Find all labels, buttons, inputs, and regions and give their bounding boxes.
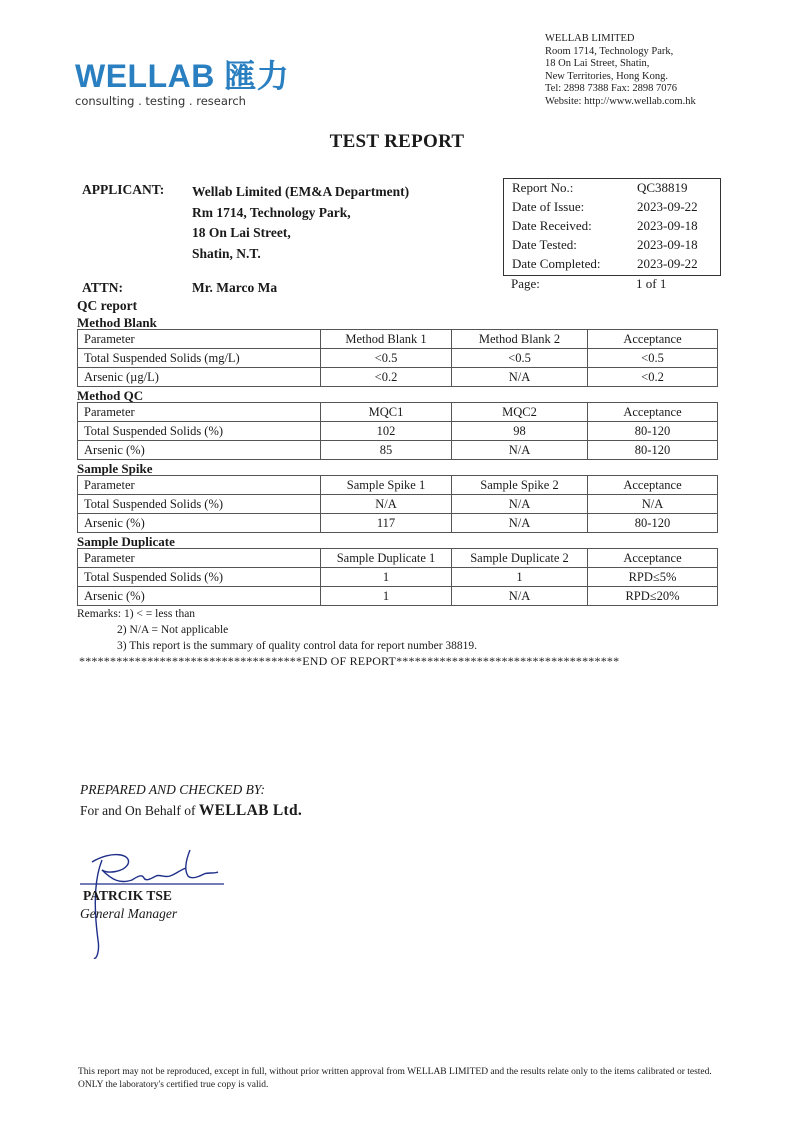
- logo-tagline: consulting . testing . research: [75, 94, 246, 108]
- table-cell: 1: [321, 587, 452, 606]
- table-header-cell: Acceptance: [588, 330, 718, 349]
- table-header-cell: MQC2: [452, 403, 588, 422]
- attn-label: ATTN:: [82, 280, 124, 295]
- table-cell: N/A: [452, 495, 588, 514]
- table-cell: Total Suspended Solids (mg/L): [78, 349, 321, 368]
- sample-duplicate-table: [77, 548, 718, 606]
- date-of-issue-row: [512, 199, 716, 218]
- report-info-value: 2023-09-22: [637, 199, 698, 214]
- table-cell: Total Suspended Solids (%): [78, 495, 321, 514]
- qc-report-title: QC report: [77, 298, 138, 313]
- table-cell: <0.5: [321, 349, 452, 368]
- table-cell: 117: [321, 514, 452, 533]
- method-blank-table: [77, 329, 718, 387]
- section-title-sample-spike: Sample Spike: [77, 461, 153, 476]
- table-cell: 85: [321, 441, 452, 460]
- signer-name: PATRCIK TSE: [83, 888, 172, 903]
- remark-line: 2) N/A = Not applicable: [117, 624, 229, 636]
- date-completed-row: [512, 256, 716, 275]
- table-header-cell: Sample Spike 2: [452, 476, 588, 495]
- table-cell: Arsenic (%): [78, 514, 321, 533]
- company-logo: WELLAB 匯力: [75, 58, 290, 94]
- table-row: [78, 349, 718, 368]
- company-name: WELLAB LIMITED: [545, 33, 635, 44]
- report-info-value: 2023-09-18: [637, 218, 698, 233]
- table-cell: Arsenic (µg/L): [78, 368, 321, 387]
- applicant-line: Wellab Limited (EM&A Department): [192, 184, 410, 199]
- table-header-cell: Parameter: [78, 549, 321, 568]
- table-cell: N/A: [452, 368, 588, 387]
- prepared-label: PREPARED AND CHECKED BY:: [80, 782, 265, 797]
- table-cell: 1: [452, 568, 588, 587]
- date-received-row: [512, 218, 716, 237]
- method-qc-table: [77, 402, 718, 460]
- table-cell: N/A: [588, 495, 718, 514]
- table-row: [78, 441, 718, 460]
- company-website: Website: http://www.wellab.com.hk: [545, 95, 696, 107]
- sample-spike-table: [77, 475, 718, 533]
- table-header-cell: Sample Duplicate 2: [452, 549, 588, 568]
- table-header-cell: Parameter: [78, 330, 321, 349]
- report-info-value: 2023-09-18: [637, 237, 698, 252]
- table-cell: <0.2: [588, 368, 718, 387]
- table-cell: Total Suspended Solids (%): [78, 422, 321, 441]
- table-cell: 98: [452, 422, 588, 441]
- remark-line: 3) This report is the summary of quality control data for report number 38819.: [117, 640, 478, 652]
- table-header-row: [78, 330, 718, 349]
- table-cell: N/A: [452, 441, 588, 460]
- table-cell: <0.5: [452, 349, 588, 368]
- remark-line: Remarks: 1) < = less than: [77, 608, 196, 620]
- end-of-report-line: ************************************END OF REPORT************************************: [79, 654, 620, 668]
- table-cell: 80-120: [588, 514, 718, 533]
- table-header-cell: Parameter: [78, 476, 321, 495]
- table-cell: RPD≤5%: [588, 568, 718, 587]
- table-row: [78, 368, 718, 387]
- table-header-cell: Acceptance: [588, 403, 718, 422]
- on-behalf-line: [80, 802, 302, 820]
- table-row: [78, 495, 718, 514]
- company-address-line: 18 On Lai Street, Shatin,: [545, 58, 650, 70]
- table-row: [78, 568, 718, 587]
- attn-name: Mr. Marco Ma: [192, 280, 278, 295]
- section-title-method-qc: Method QC: [77, 388, 144, 403]
- report-info-box: [503, 178, 721, 276]
- company-address-line: New Territories, Hong Kong.: [545, 70, 669, 82]
- page-value: 1 of 1: [636, 276, 667, 291]
- on-behalf-company: WELLAB Ltd.: [198, 802, 303, 819]
- table-cell: N/A: [452, 514, 588, 533]
- applicant-line: 18 On Lai Street,: [192, 225, 291, 240]
- table-cell: 1: [321, 568, 452, 587]
- table-cell: N/A: [321, 495, 452, 514]
- applicant-line: Rm 1714, Technology Park,: [192, 204, 351, 220]
- report-number-row: [512, 180, 716, 199]
- date-tested-row: [512, 237, 716, 256]
- table-cell: <0.5: [588, 349, 718, 368]
- signer-title: General Manager: [80, 906, 178, 921]
- table-cell: Arsenic (%): [78, 441, 321, 460]
- table-row: [78, 587, 718, 606]
- table-header-cell: Method Blank 2: [452, 330, 588, 349]
- table-header-cell: Sample Duplicate 1: [321, 549, 452, 568]
- report-info-key: Date of Issue:: [512, 199, 585, 214]
- table-cell: Arsenic (%): [78, 587, 321, 606]
- report-title: TEST REPORT: [329, 131, 465, 152]
- company-address-block: [545, 33, 696, 109]
- footer-disclaimer: This report may not be reproduced, except in full, without prior written approval from WELLAB LIMITED and the results relate only to the items calibrated or tested. ONLY the laboratory's certified true copy is valid.: [78, 1067, 712, 1090]
- report-info-key: Report No.:: [512, 180, 574, 195]
- company-phone-fax: Tel: 2898 7388 Fax: 2898 7076: [545, 83, 677, 95]
- report-info-value: QC38819: [637, 180, 688, 195]
- table-header-row: [78, 403, 718, 422]
- report-info-key: Date Tested:: [512, 237, 577, 252]
- page-label: Page:: [511, 276, 540, 291]
- section-title-method-blank: Method Blank: [77, 315, 157, 330]
- table-row: [78, 514, 718, 533]
- report-info-value: 2023-09-22: [637, 256, 698, 271]
- section-title-sample-duplicate: Sample Duplicate: [77, 534, 175, 549]
- company-address-line: Room 1714, Technology Park,: [545, 45, 674, 57]
- table-header-cell: Sample Spike 1: [321, 476, 452, 495]
- table-row: [78, 422, 718, 441]
- table-cell: 80-120: [588, 441, 718, 460]
- table-header-cell: Acceptance: [588, 476, 718, 495]
- table-cell: Total Suspended Solids (%): [78, 568, 321, 587]
- table-cell: RPD≤20%: [588, 587, 718, 606]
- table-header-cell: MQC1: [321, 403, 452, 422]
- table-cell: 102: [321, 422, 452, 441]
- table-cell: N/A: [452, 587, 588, 606]
- report-info-key: Date Completed:: [512, 256, 601, 271]
- remarks: [77, 606, 477, 654]
- applicant-label: APPLICANT:: [82, 182, 165, 197]
- table-cell: <0.2: [321, 368, 452, 387]
- table-header-cell: Method Blank 1: [321, 330, 452, 349]
- table-cell: 80-120: [588, 422, 718, 441]
- report-info-key: Date Received:: [512, 218, 592, 233]
- table-header-row: [78, 549, 718, 568]
- applicant-address: [192, 182, 409, 264]
- table-header-cell: Acceptance: [588, 549, 718, 568]
- on-behalf-prefix: For and On Behalf of: [80, 803, 199, 818]
- table-header-cell: Parameter: [78, 403, 321, 422]
- table-header-row: [78, 476, 718, 495]
- applicant-line: Shatin, N.T.: [192, 245, 261, 261]
